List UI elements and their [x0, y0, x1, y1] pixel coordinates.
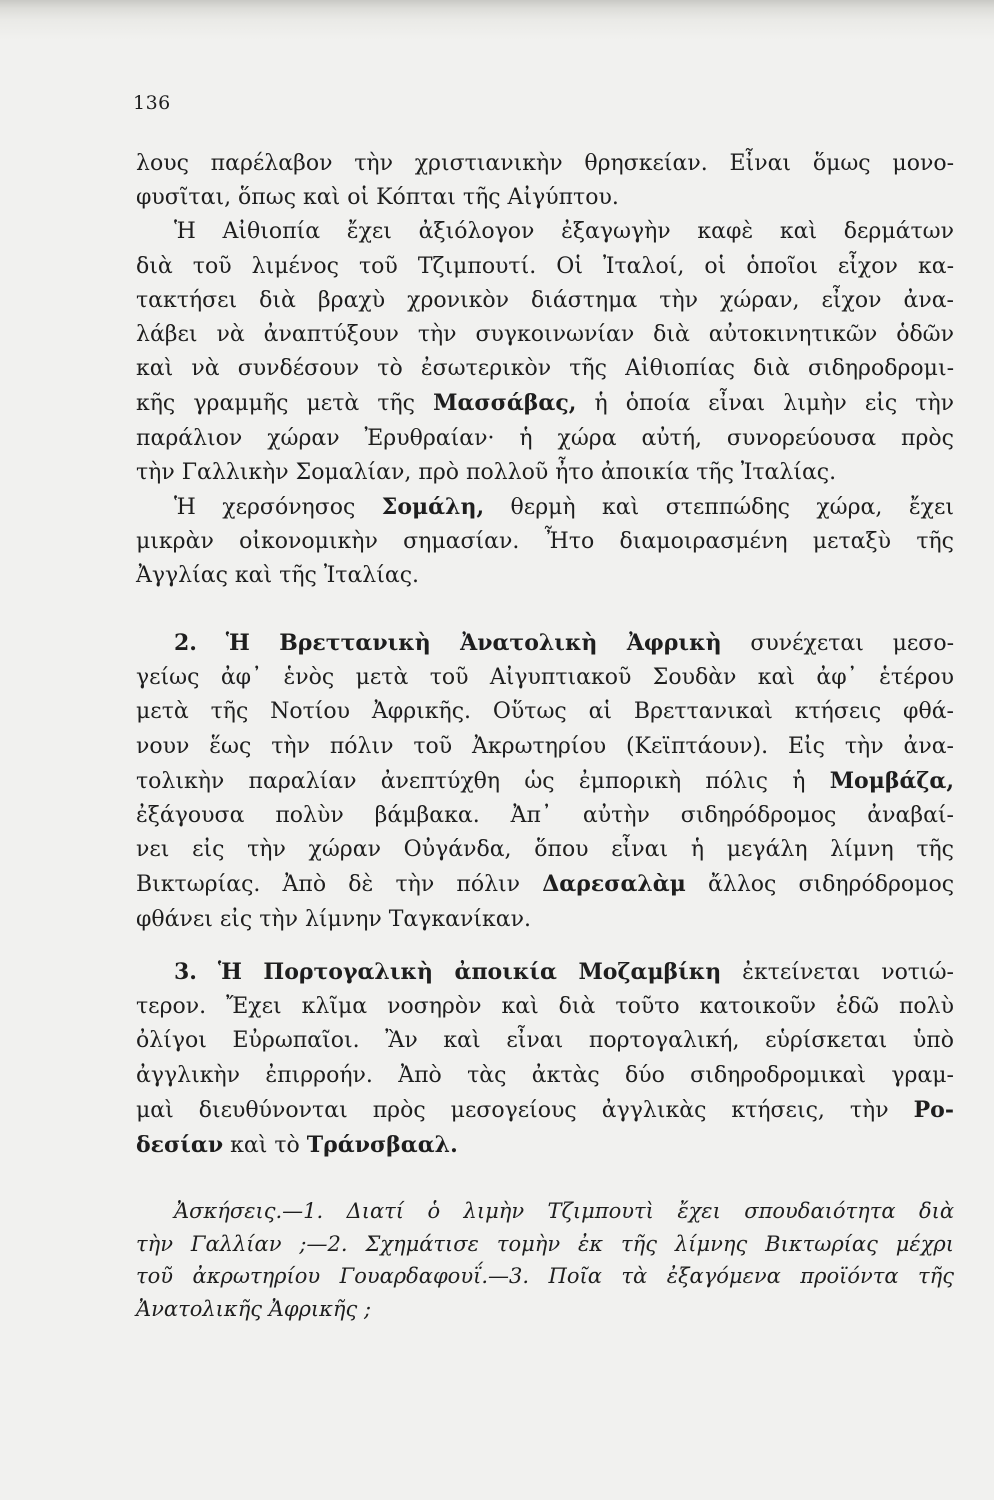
text-line: γείως ἀφ᾽ ἑνὸς μετὰ τοῦ Αἰγυπτιακοῦ Σουδὰν καὶ ἀφ᾽ ἑτέρου — [136, 665, 954, 691]
place-name-somali: Σομάλη, — [381, 494, 485, 521]
text-line — [136, 764, 954, 799]
text-line: νει εἰς τὴν χώραν Οὐγάνδα, ὅπου εἶναι ἡ μεγάλη λίμνη τῆς — [136, 837, 954, 863]
text-run: ἐκτείνεται νοτιώ- — [742, 960, 954, 985]
text-run: τολικὴν παραλίαν ἀνεπτύχθη ὡς ἐμπορικὴ πόλις ἡ — [136, 768, 806, 794]
text-line: ἀγγλικὴν ἐπιρροήν. Ἀπὸ τὰς ἀκτὰς δύο σιδηροδρομικαὶ γραμ- — [136, 1062, 954, 1088]
text-line: λάβει νὰ ἀναπτύξουν τὴν συγκοινωνίαν διὰ αὐτοκινητικῶν ὁδῶν — [136, 322, 954, 348]
text-line: τερον. Ἔχει κλῖμα νοσηρὸν καὶ διὰ τοῦτο κατοικοῦν ἐδῶ πολὺ — [136, 994, 954, 1020]
text-line — [136, 386, 954, 421]
section-3 — [136, 955, 954, 1163]
text-run: καὶ τὸ — [230, 1133, 300, 1159]
text-line: τὴν Γαλλικὴν Σομαλίαν, πρὸ πολλοῦ ἦτο ἀποικία τῆς Ἰταλίας. — [136, 459, 837, 485]
exercise-line: τοῦ ἀκρωτηρίου Γουαρδαφουΐ.—3. Ποῖα τὰ ἐξαγόμενα προϊόντα τῆς — [136, 1264, 954, 1288]
text-line: μικρὰν οἰκονομικὴν σημασίαν. Ἦτο διαμοιρασμένη μεταξὺ τῆς — [136, 529, 954, 555]
text-line: νουν ἕως τὴν πόλιν τοῦ Ἀκρωτηρίου (Κεϊπτάουν). Εἰς τὴν ἀνα- — [136, 733, 954, 759]
text-line — [136, 490, 954, 525]
text-line: τακτήσει διὰ βραχὺ χρονικὸν διάστημα τὴν χώραν, εἶχον ἀνα- — [136, 287, 954, 313]
text-run: Ἡ χερσόνησος — [174, 495, 356, 521]
text-run: συνέχεται μεσο- — [750, 631, 955, 656]
section-title: Ἡ Πορτογαλικὴ ἀποικία Μοζαμβίκη — [217, 959, 722, 985]
text-line: λους παρέλαβον τὴν χριστιανικὴν θρησκείαν. Εἶναι ὅμως μονο- — [136, 151, 954, 176]
text-line: διὰ τοῦ λιμένος τοῦ Τζιμπουτί. Οἱ Ἰταλοί, οἱ ὁποῖοι εἶχον κα- — [136, 253, 954, 279]
text-line: φυσῖται, ὅπως καὶ οἱ Κόπται τῆς Αἰγύπτου. — [136, 185, 619, 211]
text-line: ὀλίγοι Εὐρωπαῖοι. Ἂν καὶ εἶναι πορτογαλική, εὑρίσκεται ὑπὸ — [136, 1028, 954, 1054]
section-title: Ἡ Βρεττανικὴ Ἀνατολικὴ Ἀφρικὴ — [225, 630, 722, 656]
text-line: ἐξάγουσα πολὺν βάμβακα. Ἀπ᾽ αὐτὴν σιδηρόδρομος ἀναβαί- — [136, 803, 954, 829]
exercise-line: Ἀσκήσεις.—1. Διατί ὁ λιμὴν Τζιμπουτὶ ἔχει σπουδαιότητα διὰ — [174, 1199, 954, 1223]
text-line — [136, 1128, 954, 1163]
section-2 — [136, 626, 954, 937]
place-name-massawa: Μασσάβας, — [433, 390, 577, 417]
text-run: κῆς γραμμῆς μετὰ τῆς — [136, 391, 416, 417]
text-line: Ἀγγλίας καὶ τῆς Ἰταλίας. — [136, 563, 420, 589]
text-line: Ἡ Αἰθιοπία ἔχει ἀξιόλογον ἐξαγωγὴν καφὲ καὶ δερμάτων — [174, 219, 954, 245]
text-run: ἡ ὁποία εἶναι λιμὴν εἰς τὴν — [594, 391, 954, 417]
section-number: 3. — [174, 959, 197, 985]
text-run: ἄλλος σιδηρόδρομος — [708, 872, 955, 898]
text-block-upper — [136, 147, 954, 594]
section-heading-line — [136, 626, 954, 661]
place-name-mombasa: Μομβάζα, — [829, 767, 954, 794]
text-line: παράλιον χώραν Ἐρυθραίαν· ἡ χώρα αὐτή, συνορεύουσα πρὸς — [136, 425, 954, 451]
place-name-rhodesia-end: δεσίαν — [136, 1132, 224, 1159]
text-run: θερμὴ καὶ στεππώδης χώρα, ἔχει — [510, 495, 954, 521]
page-number: 136 — [133, 92, 171, 114]
page-top-edge — [0, 0, 994, 40]
text-run: Βικτωρίας. Ἀπὸ δὲ τὴν πόλιν — [136, 872, 521, 898]
place-name-rhodesia: Ρο- — [913, 1096, 954, 1123]
section-number: 2. — [174, 630, 197, 656]
text-line: φθάνει εἰς τὴν λίμνην Ταγκανίκαν. — [136, 906, 532, 932]
exercise-line: τὴν Γαλλίαν ;—2. Σχημάτισε τομὴν ἐκ τῆς λίμνης Βικτωρίας μέχρι — [136, 1231, 954, 1256]
place-name-dar-es-salaam: Δαρεσαλὰμ — [542, 871, 686, 898]
text-line: μετὰ τῆς Νοτίου Ἀφρικῆς. Οὕτως αἱ Βρεττανικαὶ κτήσεις φθά- — [136, 699, 954, 725]
text-line — [136, 1093, 954, 1128]
exercise-line: Ἀνατολικῆς Ἀφρικῆς ; — [136, 1296, 372, 1321]
section-heading-line — [136, 955, 954, 990]
text-line — [136, 867, 954, 902]
place-name-transvaal: Τράνσβααλ. — [306, 1132, 458, 1159]
exercises-block — [136, 1195, 954, 1325]
text-line: καὶ νὰ συνδέσουν τὸ ἐσωτερικὸν τῆς Αἰθιοπίας διὰ σιδηροδρομι- — [136, 356, 954, 382]
text-run: μαὶ διευθύνονται πρὸς μεσογείους ἀγγλικὰς κτήσεις, τὴν — [136, 1097, 889, 1123]
